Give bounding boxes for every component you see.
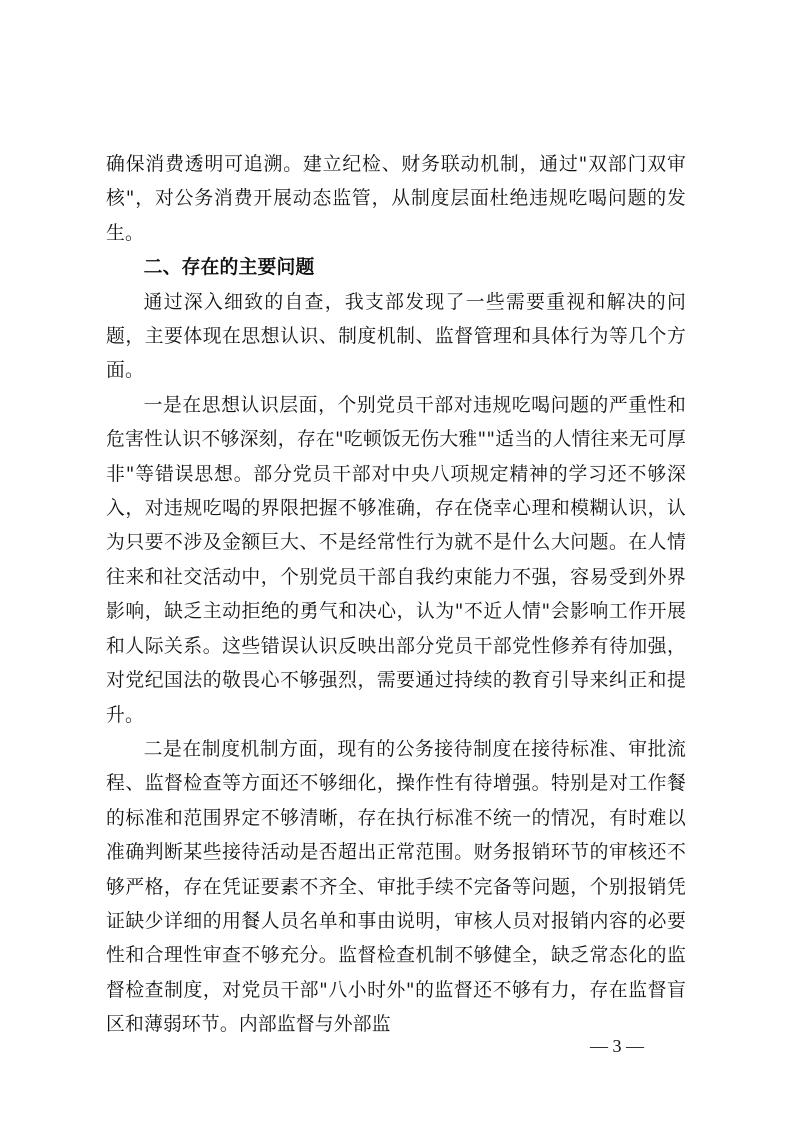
paragraph-ideological-awareness: 一是在思想认识层面，个别党员干部对违规吃喝问题的严重性和危害性认识不够深刻，存在"吃顿饭无伤大雅""适当的人情往来无可厚非"等错误思想。部分党员干部对中央八项规定精神的学习还不够深入，对违规吃喝的界限把握不够准确，存在侥幸心理和模糊认识，认为只要不涉及金额巨大、不是经常性行为就不是什么大问题。在人情往来和社交活动中，个别党员干部自我约束能力不强，容易受到外界影响，缺乏主动拒绝的勇气和决心，认为"不近人情"会影响工作开展和人际关系。这些错误认识反映出部分党员干部党性修养有待加强，对党纪国法的敬畏心不够强烈，需要通过持续的教育引导来纠正和提升。	[106, 394, 686, 726]
document-body	[106, 148, 686, 1043]
page-number: — 3 —	[590, 1036, 644, 1056]
paragraph-overview: 通过深入细致的自查，我支部发现了一些需要重视和解决的问题，主要体现在思想认识、制度机制、监督管理和具体行为等几个方面。	[106, 291, 686, 382]
paragraph-institutional-mechanisms: 二是在制度机制方面，现有的公务接待制度在接待标准、审批流程、监督检查等方面还不够细化，操作性有待增强。特别是对工作餐的标准和范围界定不够清晰，存在执行标准不统一的情况，有时难以准确判断某些接待活动是否超出正常范围。财务报销环节的审核还不够严格，存在凭证要素不齐全、审批手续不完备等问题，个别报销凭证缺少详细的用餐人员名单和事由说明，审核人员对报销内容的必要性和合理性审查不够充分。监督检查机制不够健全，缺乏常态化的监督检查制度，对党员干部"八小时外"的监督还不够有力，存在监督盲区和薄弱环节。内部监督与外部监	[106, 738, 686, 1036]
paragraph-intro-continuation: 确保消费透明可追溯。建立纪检、财务联动机制，通过"双部门双审核"，对公务消费开展动态监管，从制度层面杜绝违规吃喝问题的发生。	[106, 154, 686, 244]
section-heading-main-problems: 二、存在的主要问题	[143, 257, 315, 279]
